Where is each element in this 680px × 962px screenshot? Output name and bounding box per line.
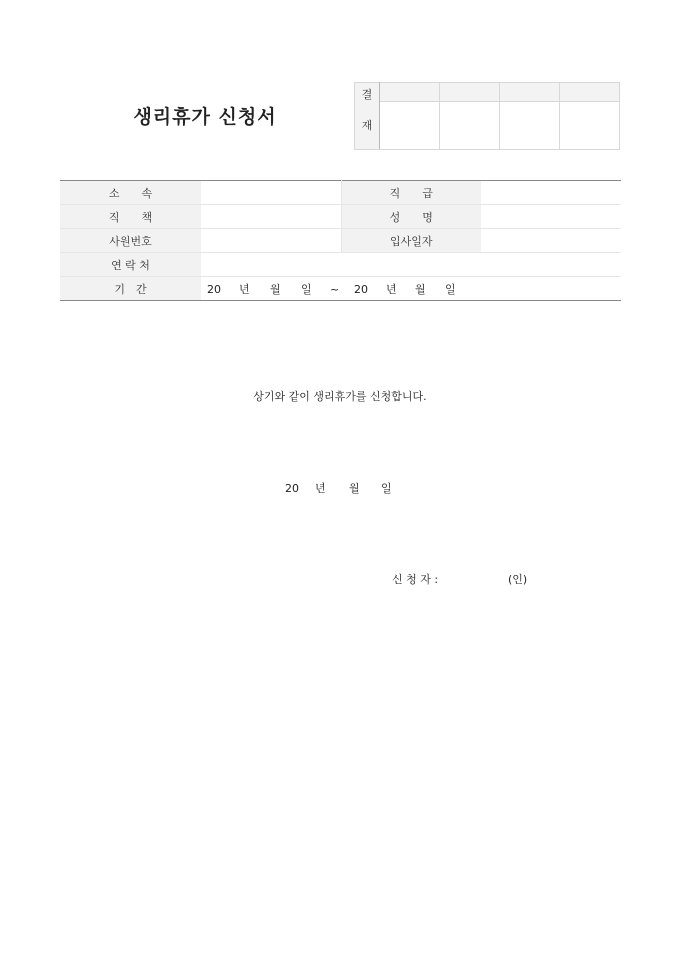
rank-field[interactable] xyxy=(481,181,621,205)
approval-header-cell xyxy=(380,83,440,102)
period-end-day-unit: 일 xyxy=(445,282,456,296)
affiliation-label: 소 속 xyxy=(60,181,201,205)
approval-header-cell xyxy=(440,83,500,102)
approval-signature-cell[interactable] xyxy=(560,102,620,150)
approval-signature-cell[interactable] xyxy=(440,102,500,150)
approval-label-bottom: 재 xyxy=(355,102,380,150)
affiliation-field[interactable] xyxy=(201,181,341,205)
approval-signature-cell[interactable] xyxy=(380,102,440,150)
period-end-year-unit: 년 xyxy=(386,282,397,296)
approval-label-top: 결 xyxy=(355,83,380,102)
date-day-unit: 일 xyxy=(381,482,392,495)
period-start-day-unit: 일 xyxy=(301,282,312,296)
period-start-month-unit: 월 xyxy=(270,282,281,296)
document-title: 생리휴가 신청서 xyxy=(133,106,277,128)
rank-label: 직 급 xyxy=(341,181,481,205)
contact-label: 연 락 처 xyxy=(60,253,201,277)
seal-mark: (인) xyxy=(508,573,528,586)
position-field[interactable] xyxy=(201,205,341,229)
period-end-month-unit: 월 xyxy=(415,282,426,296)
request-statement: 상기와 같이 생리휴가를 신청합니다. xyxy=(253,390,427,403)
join-date-field[interactable] xyxy=(481,229,621,253)
period-tilde: ~ xyxy=(330,282,340,296)
approval-signature-cell[interactable] xyxy=(500,102,560,150)
period-field[interactable] xyxy=(201,277,621,301)
name-field[interactable] xyxy=(481,205,621,229)
period-label: 기 간 xyxy=(60,277,201,301)
period-start-year: 20 xyxy=(207,282,221,296)
contact-field[interactable] xyxy=(201,253,621,277)
approval-box xyxy=(354,82,620,150)
date-year-prefix: 20 xyxy=(285,482,299,495)
applicant-info-table xyxy=(60,180,621,301)
approval-header-cell xyxy=(560,83,620,102)
date-month-unit: 월 xyxy=(349,482,360,495)
applicant-signature-line xyxy=(392,571,527,587)
position-label: 직 책 xyxy=(60,205,201,229)
approval-header-cell xyxy=(500,83,560,102)
applicant-label: 신 청 자 : xyxy=(392,573,439,586)
name-label: 성 명 xyxy=(341,205,481,229)
employee-number-field[interactable] xyxy=(201,229,341,253)
join-date-label: 입사일자 xyxy=(341,229,481,253)
application-date xyxy=(285,480,392,496)
employee-number-label: 사원번호 xyxy=(60,229,201,253)
date-year-unit: 년 xyxy=(315,482,326,495)
period-start-year-unit: 년 xyxy=(239,282,250,296)
period-end-year: 20 xyxy=(354,282,368,296)
